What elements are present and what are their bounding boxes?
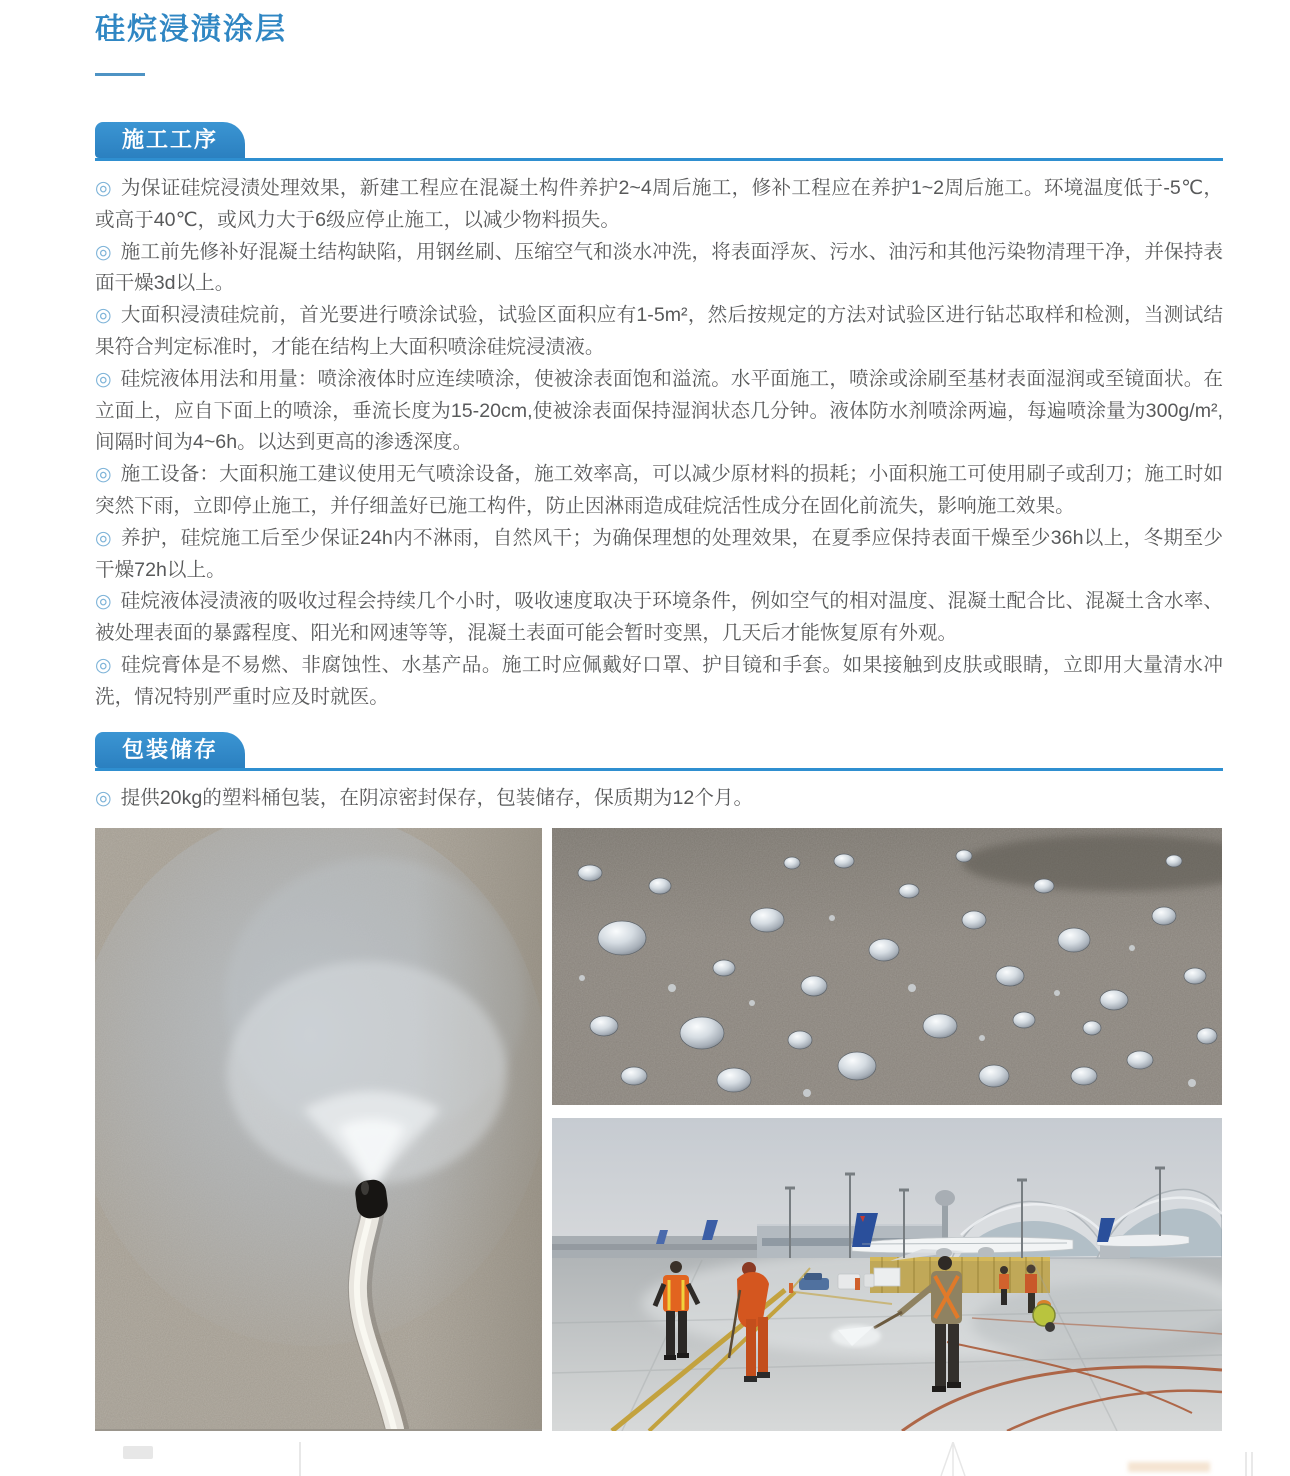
ghost-artifact bbox=[299, 1442, 301, 1476]
title-underline-dash bbox=[95, 73, 145, 76]
ghost-artifact bbox=[936, 1442, 970, 1476]
item-text: 施工设备：大面积施工建议使用无气喷涂设备，施工效率高，可以减少原材料的损耗；小面积施工可使用刷子或刮刀；施工时如突然下雨，立即停止施工，并仔细盖好已施工构件，防止因淋雨造成硅烷活性成分在固化前流失，影响施工效果。 bbox=[95, 463, 1223, 517]
airport-apron-illustration bbox=[552, 1118, 1222, 1431]
page-content bbox=[95, 0, 1223, 1431]
procedure-item bbox=[95, 173, 1223, 237]
section-banner: 包装储存 bbox=[95, 732, 245, 768]
bullet-icon: ◎ bbox=[95, 368, 112, 390]
ghost-artifact bbox=[123, 1446, 153, 1459]
bullet-icon: ◎ bbox=[95, 241, 112, 263]
item-text: 提供20kg的塑料桶包装，在阴凉密封保存，包装储存，保质期为12个月。 bbox=[120, 786, 754, 809]
item-text: 硅烷膏体是不易燃、非腐蚀性、水基产品。施工时应佩戴好口罩、护目镜和手套。如果接触到皮肤或眼睛，立即用大量清水冲洗，情况特别严重时应及时就医。 bbox=[95, 653, 1223, 708]
section-banner: 施工工序 bbox=[95, 122, 245, 158]
bullet-icon: ◎ bbox=[95, 527, 112, 549]
photo-airport-apron-workers bbox=[552, 1118, 1222, 1431]
bullet-icon: ◎ bbox=[95, 654, 113, 676]
photo-grid bbox=[95, 828, 1223, 1431]
procedure-item bbox=[95, 459, 1223, 523]
item-text: 养护，硅烷施工后至少保证24h内不淋雨，自然风干；为确保理想的处理效果，在夏季应保持表面干燥至少36h以上，冬期至少干燥72h以上。 bbox=[95, 526, 1223, 581]
procedure-item bbox=[95, 237, 1223, 301]
bullet-icon: ◎ bbox=[95, 464, 112, 486]
page-title: 硅烷浸渍涂层 bbox=[95, 13, 287, 46]
procedure-item bbox=[95, 523, 1223, 587]
procedure-item bbox=[95, 364, 1223, 459]
item-text: 硅烷液体浸渍液的吸收过程会持续几个小时，吸收速度取决于环境条件，例如空气的相对温度、混凝土配合比、混凝土含水率、被处理表面的暴露程度、阳光和网速等等，混凝土表面可能会暂时变黑，几天后才能恢复原有外观。 bbox=[95, 590, 1223, 645]
item-text: 大面积浸渍硅烷前，首光要进行喷涂试验，试验区面积应有1-5m²，然后按规定的方法对试验区进行钻芯取样和检测，当测试结果符合判定标准时，才能在结构上大面积喷涂硅烷浸渍液。 bbox=[95, 304, 1223, 358]
photo-water-beads-on-concrete bbox=[552, 828, 1222, 1105]
bullet-icon: ◎ bbox=[95, 591, 112, 613]
ghost-artifact bbox=[1128, 1462, 1210, 1472]
procedure-items bbox=[95, 173, 1223, 714]
photo-silane-spray-on-concrete-wall bbox=[95, 828, 542, 1431]
item-text: 为保证硅烷浸渍处理效果，新建工程应在混凝土构件养护2~4周后施工，修补工程应在养护1~2周后施工。环境温度低于-5℃，或高于40℃，或风力大于6级应停止施工，以减少物料损失。 bbox=[95, 177, 1223, 231]
photo-right-column bbox=[552, 828, 1222, 1431]
spray-wall-illustration bbox=[95, 828, 542, 1429]
storage-item bbox=[95, 783, 1223, 815]
bullet-icon: ◎ bbox=[95, 305, 112, 327]
procedure-item bbox=[95, 300, 1223, 364]
item-text: 硅烷液体用法和用量：喷涂液体时应连续喷涂，使被涂表面饱和溢流。水平面施工，喷涂或涂刷至基材表面湿润或至镜面状。在立面上，应自下面上的喷涂，垂流长度为15-20cm,使被涂表面保持湿润状态几分钟。液体防水剂喷涂两遍，每遍喷涂量为300g/m²,间隔时间为4~6h。以达到更高的渗透深度。 bbox=[95, 367, 1223, 454]
section-header-procedure bbox=[95, 122, 1223, 161]
procedure-item bbox=[95, 586, 1223, 650]
section-header-storage bbox=[95, 732, 1223, 771]
procedure-item bbox=[95, 650, 1223, 714]
water-beads-illustration bbox=[552, 828, 1222, 1105]
item-text: 施工前先修补好混凝土结构缺陷，用钢丝刷、压缩空气和淡水冲洗，将表面浮灰、污水、油污和其他污染物清理干净，并保持表面干燥3d以上。 bbox=[95, 240, 1223, 295]
bullet-icon: ◎ bbox=[95, 178, 112, 199]
ghost-artifact bbox=[1244, 1452, 1254, 1476]
bullet-icon: ◎ bbox=[95, 787, 112, 809]
storage-items bbox=[95, 783, 1223, 815]
